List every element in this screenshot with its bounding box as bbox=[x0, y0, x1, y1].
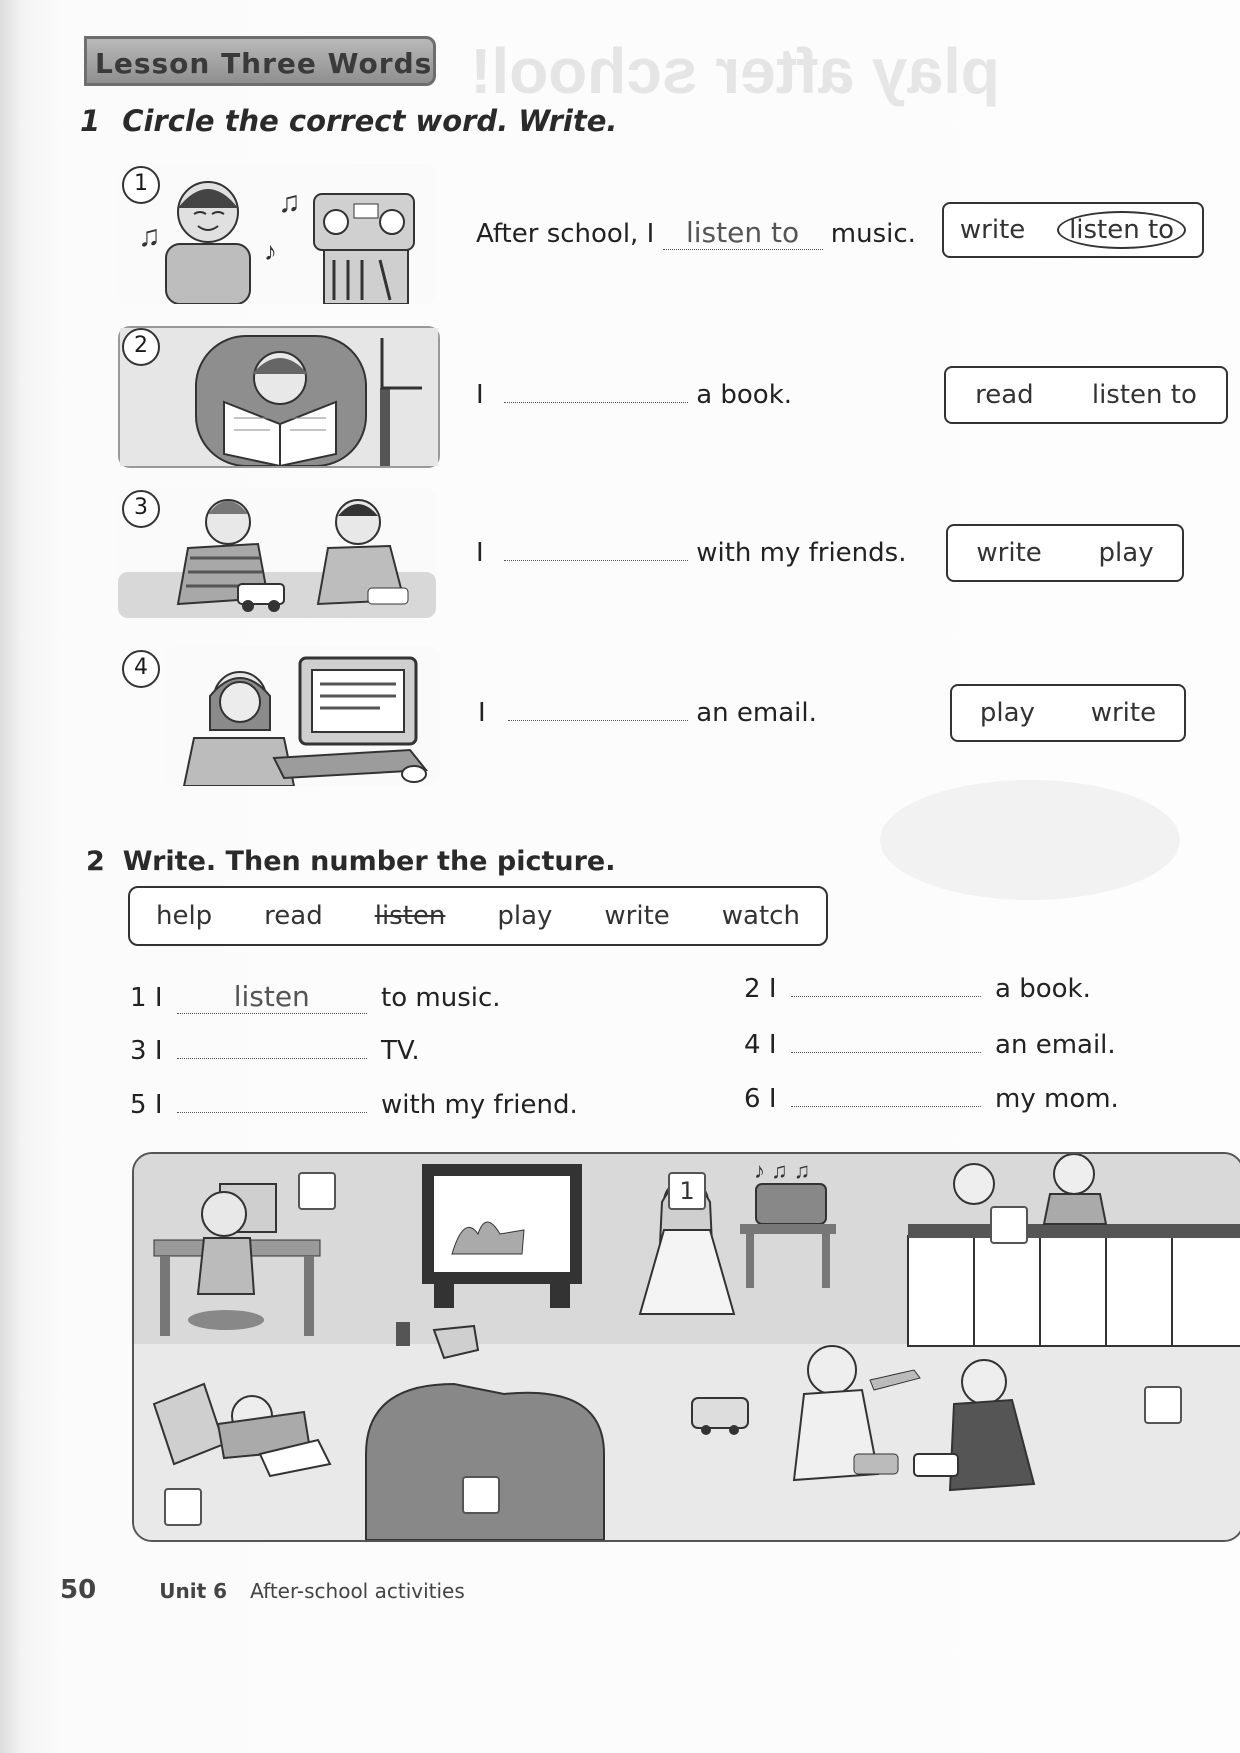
ex2-2-after: a book. bbox=[995, 974, 1091, 1004]
scene-box-playing[interactable] bbox=[1144, 1386, 1182, 1424]
choice-3-b[interactable]: play bbox=[1098, 538, 1154, 568]
svg-text:♪: ♪ bbox=[264, 236, 277, 266]
ex2-3-subject: I bbox=[154, 1036, 163, 1066]
ex1-3-after: with my friends. bbox=[696, 538, 907, 568]
ex2-4-answer-field[interactable] bbox=[791, 1052, 981, 1053]
picture-playing-friends bbox=[118, 488, 436, 618]
ex1-4-answer-field[interactable] bbox=[508, 720, 688, 721]
scene-box-computer[interactable] bbox=[298, 1172, 336, 1210]
ex2-5-answer-field[interactable] bbox=[177, 1112, 367, 1113]
exercise1-number: 1 bbox=[80, 104, 101, 138]
bleed-through-block bbox=[880, 780, 1180, 900]
exercise2-number: 2 bbox=[86, 846, 105, 877]
ex2-6-subject: I bbox=[768, 1084, 777, 1114]
exercise2-instruction: Write. Then number the picture. bbox=[122, 846, 616, 877]
picture-writing-email bbox=[164, 646, 440, 786]
choice-1-a[interactable]: write bbox=[959, 215, 1026, 245]
word-bank-read: read bbox=[264, 901, 323, 931]
ex2-3-num: 3 bbox=[130, 1036, 147, 1066]
ex1-sentence-4 bbox=[478, 698, 817, 728]
ex2-4-after: an email. bbox=[995, 1030, 1116, 1060]
picture-number-1: 1 bbox=[122, 166, 160, 204]
ex1-2-after: a book. bbox=[696, 380, 793, 410]
ex2-2-answer-field[interactable] bbox=[791, 996, 981, 997]
music-boy-illustration bbox=[118, 164, 436, 304]
ex2-6-answer-field[interactable] bbox=[791, 1106, 981, 1107]
choice-4-b[interactable]: write bbox=[1090, 698, 1157, 728]
exercise1-title bbox=[80, 104, 617, 138]
choice-box-4 bbox=[950, 684, 1186, 742]
ex2-sentence-1 bbox=[130, 980, 501, 1014]
ex1-sentence-2 bbox=[476, 380, 792, 410]
ex2-3-answer-field[interactable] bbox=[177, 1058, 367, 1059]
ex2-2-subject: I bbox=[768, 974, 777, 1004]
ex1-1-after: music. bbox=[830, 219, 916, 249]
word-bank-write: write bbox=[604, 901, 670, 931]
ex2-6-num: 6 bbox=[744, 1084, 761, 1114]
choice-2-a[interactable]: read bbox=[975, 380, 1034, 410]
ex1-sentence-1 bbox=[476, 216, 916, 250]
page-footer bbox=[60, 1575, 465, 1605]
scene-box-tv[interactable] bbox=[462, 1476, 500, 1514]
unit-topic: After-school activities bbox=[250, 1579, 465, 1603]
picture-number-2: 2 bbox=[122, 328, 160, 366]
svg-text:♫: ♫ bbox=[138, 220, 161, 253]
picture-listening-music bbox=[118, 164, 436, 304]
ex1-4-before: I bbox=[478, 698, 486, 728]
ex2-sentence-6 bbox=[744, 1084, 1119, 1114]
picture-reading-book bbox=[118, 326, 440, 468]
exercise2-title bbox=[86, 846, 616, 877]
scene-illustration bbox=[134, 1154, 1240, 1540]
choice-1-b-circled[interactable]: listen to bbox=[1057, 211, 1186, 249]
ex2-sentence-2 bbox=[744, 974, 1091, 1004]
ex2-4-subject: I bbox=[768, 1030, 777, 1060]
playing-kids-illustration bbox=[118, 488, 436, 618]
bleed-through-title: play after school! bbox=[470, 35, 1000, 107]
ex1-2-answer-field[interactable] bbox=[504, 402, 688, 403]
ex2-5-after: with my friend. bbox=[381, 1090, 578, 1120]
picture-number-4: 4 bbox=[122, 650, 160, 688]
svg-text:♪ ♫ ♫: ♪ ♫ ♫ bbox=[754, 1158, 811, 1183]
choice-box-1 bbox=[942, 202, 1204, 258]
ex2-6-after: my mom. bbox=[995, 1084, 1119, 1114]
activity-scene bbox=[132, 1152, 1240, 1542]
ex2-3-after: TV. bbox=[381, 1036, 420, 1066]
ex1-1-before: After school, I bbox=[476, 219, 655, 249]
unit-label: Unit 6 bbox=[159, 1579, 228, 1603]
choice-4-a[interactable]: play bbox=[979, 698, 1035, 728]
ex2-1-answer-field[interactable]: listen bbox=[177, 980, 367, 1014]
ex1-3-answer-field[interactable] bbox=[504, 560, 688, 561]
ex2-4-num: 4 bbox=[744, 1030, 761, 1060]
exercise1-instruction: Circle the correct word. Write. bbox=[122, 104, 618, 138]
ex1-1-answer-field[interactable]: listen to bbox=[663, 216, 823, 250]
choice-3-a[interactable]: write bbox=[976, 538, 1042, 568]
word-bank-listen-struck: listen bbox=[374, 901, 446, 931]
lesson-tab: Lesson Three Words bbox=[84, 36, 436, 86]
choice-box-3 bbox=[946, 524, 1184, 582]
ex2-5-num: 5 bbox=[130, 1090, 147, 1120]
ex1-4-after: an email. bbox=[696, 698, 817, 728]
svg-text:♫: ♫ bbox=[278, 186, 301, 219]
reading-girl-illustration bbox=[120, 328, 438, 466]
ex2-1-num: 1 bbox=[130, 983, 147, 1013]
word-bank-play: play bbox=[497, 901, 553, 931]
ex2-sentence-4 bbox=[744, 1030, 1116, 1060]
word-bank-help: help bbox=[155, 901, 213, 931]
scene-box-reading[interactable] bbox=[164, 1488, 202, 1526]
ex2-1-after: to music. bbox=[381, 983, 501, 1013]
scene-box-kitchen[interactable] bbox=[990, 1206, 1028, 1244]
word-bank-watch: watch bbox=[721, 901, 800, 931]
picture-number-3: 3 bbox=[122, 490, 160, 528]
choice-box-2 bbox=[944, 366, 1228, 424]
ex2-sentence-5 bbox=[130, 1090, 578, 1120]
ex2-sentence-3 bbox=[130, 1036, 420, 1066]
ex2-2-num: 2 bbox=[744, 974, 761, 1004]
ex1-2-before: I bbox=[476, 380, 484, 410]
ex2-5-subject: I bbox=[154, 1090, 163, 1120]
word-bank bbox=[128, 886, 828, 946]
ex1-sentence-3 bbox=[476, 538, 906, 568]
scene-box-music[interactable]: 1 bbox=[668, 1172, 706, 1210]
computer-girl-illustration bbox=[164, 646, 440, 786]
ex1-3-before: I bbox=[476, 538, 484, 568]
choice-2-b[interactable]: listen to bbox=[1091, 380, 1197, 410]
page-number: 50 bbox=[60, 1575, 97, 1605]
ex2-1-subject: I bbox=[154, 983, 163, 1013]
